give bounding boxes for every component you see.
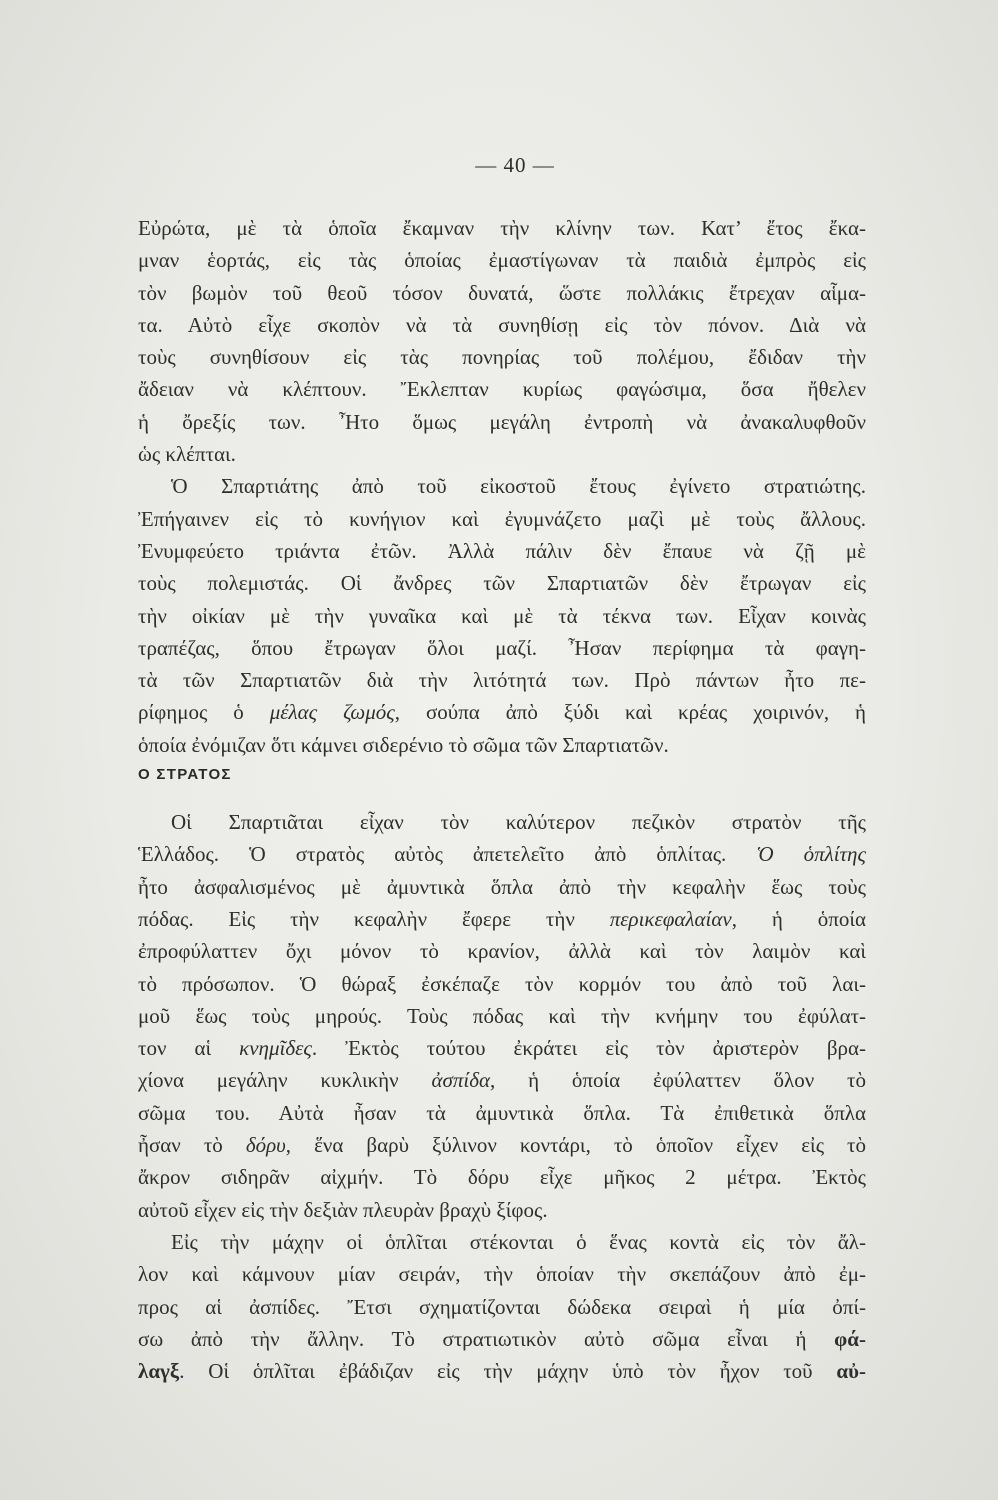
- text-line: [138, 935, 866, 967]
- text-run: , ἕνα βαρὺ ξύλινον κοντάρι, τὸ ὁποῖον εἶχεν εἰς τὸ: [285, 1133, 866, 1158]
- text-line: [138, 567, 866, 599]
- italic-term: περικεφαλαίαν: [609, 906, 732, 931]
- text-run: σω ἀπὸ τὴν ἄλλην. Τὸ στρατιωτικὸν αὐτὸ σῶμα εἶναι ἡ: [138, 1326, 835, 1351]
- text-run: τραπέζας, ὅπου ἔτρωγαν ὅλοι μαζί. Ἦσαν περίφημα τὰ φαγη-: [138, 635, 866, 660]
- bold-term: λαγξ: [138, 1359, 180, 1384]
- text-run: . Οἱ ὁπλῖται ἐβάδιζαν εἰς τὴν μάχην ὑπὸ τὸν ἦχον τοῦ: [179, 1359, 837, 1384]
- text-run: ἄκρον σιδηρᾶν αἰχμήν. Τὸ δόρυ εἶχε μῆκος 2 μέτρα. Ἐκτὸς: [138, 1165, 866, 1190]
- text-line: [138, 341, 866, 373]
- text-line: [138, 244, 866, 276]
- text-line: [138, 1258, 866, 1290]
- text-run: αὐτοῦ εἶχεν εἰς τὴν δεξιὰν πλευρὰν βραχὺ ξίφος.: [138, 1197, 548, 1222]
- text-line: [138, 535, 866, 567]
- text-line: [138, 406, 866, 438]
- text-run: , ἡ ὁποία: [731, 906, 866, 931]
- text-line: [138, 968, 866, 1000]
- italic-term: ἀσπίδα: [431, 1068, 491, 1093]
- text-line: [138, 1097, 866, 1129]
- text-run: ἦσαν τὸ: [138, 1133, 246, 1158]
- text-run: Ἐπήγαινεν εἰς τὸ κυνήγιον καὶ ἐγυμνάζετο μαζὶ μὲ τοὺς ἄλλους.: [138, 506, 866, 531]
- text-line: [138, 838, 866, 870]
- bold-term: αὐ-: [836, 1359, 866, 1384]
- text-line: [138, 1194, 866, 1226]
- paragraph: [138, 1226, 866, 1387]
- text-body: [138, 212, 866, 1387]
- text-line: [138, 309, 866, 341]
- text-run: τα. Αὐτὸ εἶχε σκοπὸν νὰ τὰ συνηθίσῃ εἰς τὸν πόνον. Διὰ νὰ: [138, 312, 866, 337]
- text-run: , σούπα ἀπὸ ξύδι καὶ κρέας χοιρινόν, ἡ: [394, 700, 866, 725]
- paragraph: [138, 212, 866, 470]
- text-line: [138, 1226, 866, 1258]
- page-number: — 40 —: [475, 153, 555, 177]
- text-run: σῶμα του. Αὐτὰ ἦσαν τὰ ἀμυντικὰ ὅπλα. Τὰ ἐπιθετικὰ ὅπλα: [138, 1100, 866, 1125]
- text-line: [138, 871, 866, 903]
- text-run: τὰ τῶν Σπαρτιατῶν διὰ τὴν λιτότητά των. Πρὸ πάντων ἦτο πε-: [138, 668, 866, 693]
- text-run: τὴν οἰκίαν μὲ τὴν γυναῖκα καὶ μὲ τὰ τέκνα των. Εἶχαν κοινὰς: [138, 603, 866, 628]
- text-run: ἄδειαν νὰ κλέπτουν. Ἔκλεπταν κυρίως φαγώσιμα, ὅσα ἤθελεν: [138, 377, 866, 402]
- text-line: [138, 503, 866, 535]
- text-line: [138, 1064, 866, 1096]
- italic-term: δόρυ: [245, 1133, 286, 1158]
- text-run: τοὺς πολεμιστάς. Οἱ ἄνδρες τῶν Σπαρτιατῶν δὲν ἔτρωγαν εἰς: [138, 571, 866, 596]
- text-run: χίονα μεγάλην κυκλικὴν: [138, 1068, 432, 1093]
- text-run: Ἐνυμφεύετο τριάντα ἐτῶν. Ἀλλὰ πάλιν δὲν ἔπαυε νὰ ζῇ μὲ: [138, 538, 866, 563]
- section-heading: Ο ΣΤΡΑΤΟΣ: [138, 766, 232, 784]
- paragraph: [138, 470, 866, 761]
- text-line: [138, 1032, 866, 1064]
- text-run: ὡς κλέπται.: [138, 442, 236, 467]
- italic-term: μέλας ζωμός: [269, 700, 395, 725]
- text-line: [138, 1161, 866, 1193]
- text-run: Εὐρώτα, μὲ τὰ ὁποῖα ἔκαμναν τὴν κλίνην των. Κατ’ ἔτος ἔκα-: [138, 216, 866, 240]
- text-run: Οἱ Σπαρτιᾶται εἶχαν τὸν καλύτερον πεζικὸν στρατὸν τῆς: [171, 810, 866, 835]
- text-run: ἐπροφύλαττεν ὄχι μόνον τὸ κρανίον, ἀλλὰ καὶ τὸν λαιμὸν καὶ: [138, 939, 866, 964]
- text-line: [138, 438, 866, 470]
- text-line: [138, 903, 866, 935]
- text-line: [138, 664, 866, 696]
- text-run: προς αἱ ἀσπίδες. Ἔτσι σχηματίζονται δώδεκα σειραὶ ἡ μία ὀπί-: [138, 1294, 866, 1319]
- text-line: [138, 1129, 866, 1161]
- text-section: [138, 761, 866, 1387]
- text-run: Ἑλλάδος. Ὁ στρατὸς αὐτὸς ἀπετελεῖτο ἀπὸ ὁπλίτας.: [138, 842, 757, 867]
- text-line: [138, 212, 866, 244]
- text-line: [138, 806, 866, 838]
- text-line: [138, 373, 866, 405]
- text-run: τὸν βωμὸν τοῦ θεοῦ τόσον δυνατά, ὥστε πολλάκις ἔτρεχαν αἷμα-: [138, 280, 866, 305]
- italic-term: Ὁ ὁπλίτης: [756, 842, 866, 867]
- text-line: [138, 729, 866, 761]
- text-run: μοῦ ἕως τοὺς μηρούς. Τοὺς πόδας καὶ τὴν κνήμην του ἐφύλατ-: [138, 1003, 866, 1028]
- bold-term: φά-: [834, 1326, 866, 1351]
- text-line: [138, 277, 866, 309]
- paragraph: [138, 806, 866, 1226]
- text-run: τὸ πρόσωπον. Ὁ θώραξ ἐσκέπαζε τὸν κορμόν του ἀπὸ τοῦ λαι-: [138, 971, 866, 996]
- text-line: [138, 1291, 866, 1323]
- text-run: λον καὶ κάμνουν μίαν σειράν, τὴν ὁποίαν τὴν σκεπάζουν ἀπὸ ἐμ-: [138, 1262, 866, 1287]
- italic-term: κνημῖδες: [239, 1036, 312, 1061]
- text-run: . Ἐκτὸς τούτου ἐκράτει εἰς τὸν ἀριστερὸν βρα-: [311, 1036, 866, 1061]
- text-line: [138, 696, 866, 728]
- text-run: Ὁ Σπαρτιάτης ἀπὸ τοῦ εἰκοστοῦ ἔτους ἐγίνετο στρατιώτης.: [171, 474, 866, 499]
- text-line: [138, 1355, 866, 1387]
- text-run: τοὺς συνηθίσουν εἰς τὰς πονηρίας τοῦ πολέμου, ἔδιδαν τὴν: [138, 345, 866, 370]
- text-run: Εἰς τὴν μάχην οἱ ὁπλῖται στέκονται ὁ ἕνας κοντὰ εἰς τὸν ἄλ-: [171, 1229, 866, 1254]
- text-section: [138, 212, 866, 761]
- text-run: ἦτο ἀσφαλισμένος μὲ ἀμυντικὰ ὅπλα ἀπὸ τὴν κεφαλὴν ἕως τοὺς: [138, 874, 866, 899]
- text-run: πόδας. Εἰς τὴν κεφαλὴν ἔφερε τὴν: [138, 906, 610, 931]
- text-run: ρίφημος ὁ: [138, 700, 270, 725]
- text-run: μναν ἑορτάς, εἰς τὰς ὁποίας ἐμαστίγωναν τὰ παιδιὰ ἐμπρὸς εἰς: [138, 248, 866, 273]
- text-line: [138, 1323, 866, 1355]
- text-line: [138, 600, 866, 632]
- text-run: , ἡ ὁποία ἐφύλαττεν ὅλον τὸ: [490, 1068, 866, 1093]
- text-line: [138, 470, 866, 502]
- text-run: τον αἱ: [138, 1036, 240, 1061]
- text-line: [138, 632, 866, 664]
- text-run: ὁποία ἐνόμιζαν ὅτι κάμνει σιδερένιο τὸ σῶμα τῶν Σπαρτιατῶν.: [138, 732, 669, 757]
- text-run: ἡ ὄρεξίς των. Ἦτο ὅμως μεγάλη ἐντροπὴ νὰ ἀνακαλυφθοῦν: [138, 409, 866, 434]
- text-line: [138, 1000, 866, 1032]
